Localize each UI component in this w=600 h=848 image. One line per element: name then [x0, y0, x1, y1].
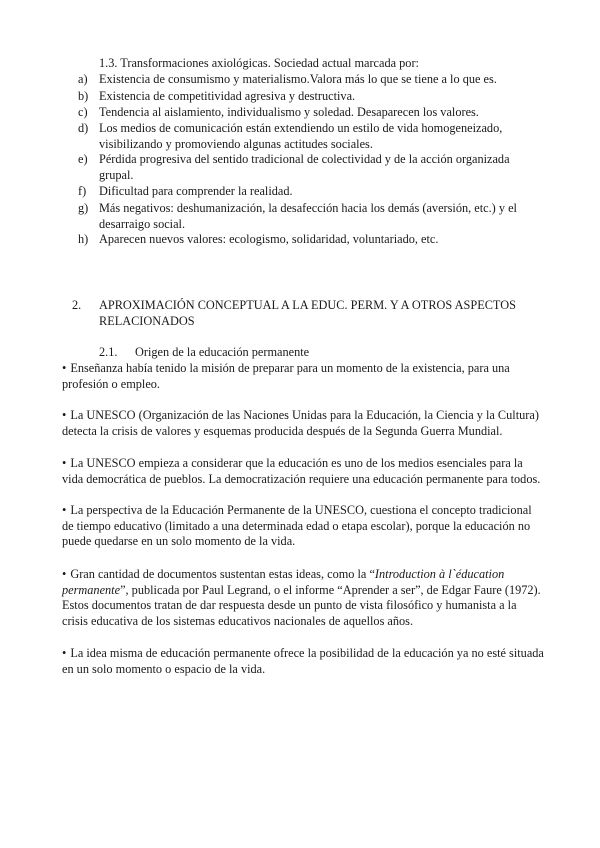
list-marker: b)	[78, 89, 89, 103]
paragraph	[62, 567, 544, 629]
list-item-text: Tendencia al aislamiento, individualismo y soledad. Desaparecen los valores.	[99, 105, 479, 119]
list-item	[78, 89, 538, 105]
paragraph	[62, 456, 544, 487]
list-item	[78, 201, 538, 232]
list-marker: h)	[78, 232, 89, 246]
list-marker: a)	[78, 72, 88, 86]
list-item	[78, 184, 538, 200]
list-item-text: Existencia de consumismo y materialismo.Valora más lo que se tiene a lo que es.	[99, 72, 497, 86]
list-marker: f)	[78, 184, 87, 198]
paragraph	[62, 408, 544, 439]
list-marker: g)	[78, 201, 89, 215]
bullet-icon: •	[62, 408, 67, 422]
paragraph-text: Enseñanza había tenido la misión de preparar para un momento de la existencia, para una profesión o empleo.	[62, 361, 510, 391]
paragraph-text: La idea misma de educación permanente ofrece la posibilidad de la educación ya no esté situada en un solo momento o espacio de la vida.	[62, 646, 544, 676]
section-2-heading	[72, 298, 542, 329]
list-item-text: Más negativos: deshumanización, la desafección hacia los demás (aversión, etc.) y el desarraigo social.	[99, 201, 517, 231]
bullet-icon: •	[62, 646, 67, 660]
section-2-1-title: Origen de la educación permanente	[135, 345, 310, 359]
list-marker: d)	[78, 121, 89, 135]
section-2-title: APROXIMACIÓN CONCEPTUAL A LA EDUC. PERM. Y A OTROS ASPECTOS RELACIONADOS	[99, 298, 516, 328]
paragraph-text: Gran cantidad de documentos sustentan estas ideas, como la “	[70, 567, 375, 581]
bullet-icon: •	[62, 361, 67, 375]
paragraph	[62, 361, 544, 392]
paragraph-text: La UNESCO (Organización de las Naciones Unidas para la Educación, la Ciencia y la Cultura) detecta la crisis de valores y esquemas producida después de la Segunda Guerra Mundial.	[62, 408, 539, 438]
bullet-icon: •	[62, 456, 67, 470]
list-item	[78, 121, 538, 152]
list-item-text: Aparecen nuevos valores: ecologismo, solidaridad, voluntariado, etc.	[99, 232, 439, 246]
list-item-text: Dificultad para comprender la realidad.	[99, 184, 293, 198]
paragraph	[62, 646, 544, 677]
list-item	[78, 152, 538, 183]
section-2-number: 2.	[72, 298, 82, 312]
list-item-text: Existencia de competitividad agresiva y destructiva.	[99, 89, 356, 103]
section-2-1-heading	[99, 345, 499, 361]
bullet-icon: •	[62, 567, 67, 581]
section-1-3-heading: 1.3. Transformaciones axiológicas. Sociedad actual marcada por:	[99, 56, 419, 70]
document-title-italic: Introduction à l`éducation permanente	[62, 567, 505, 597]
paragraph-text: ”, publicada por Paul Legrand, o el informe “Aprender a ser”, de Edgar Faure (1972). Estos documentos tratan de dar respuesta desde un punto de vista filosófico y humanista a la crisis educativa de los sistemas educativos nacionales de aquellos años.	[62, 582, 541, 628]
paragraph-text: La perspectiva de la Educación Permanente de la UNESCO, cuestiona el concepto tradicional de tiempo educativo (limitado a una determinada edad o etapa escolar), porque la educación no puede quedarse en un solo momento de la vida.	[62, 503, 532, 549]
paragraph	[62, 503, 544, 550]
list-item	[78, 72, 538, 88]
list-marker: e)	[78, 152, 88, 166]
bullet-icon: •	[62, 503, 67, 517]
paragraph-text: La UNESCO empieza a considerar que la educación es uno de los medios esenciales para la vida democrática de pueblos. La democratización requiere una educación permanente para todos.	[62, 456, 541, 486]
list-item	[78, 232, 538, 248]
list-item	[78, 105, 538, 121]
list-item-text: Los medios de comunicación están extendiendo un estilo de vida homogeneizado, visibilizando y promoviendo algunas actitudes sociales.	[99, 121, 503, 151]
list-marker: c)	[78, 105, 88, 119]
section-2-1-number: 2.1.	[99, 345, 118, 359]
list-item-text: Pérdida progresiva del sentido tradicional de colectividad y de la acción organizada grupal.	[99, 152, 510, 182]
